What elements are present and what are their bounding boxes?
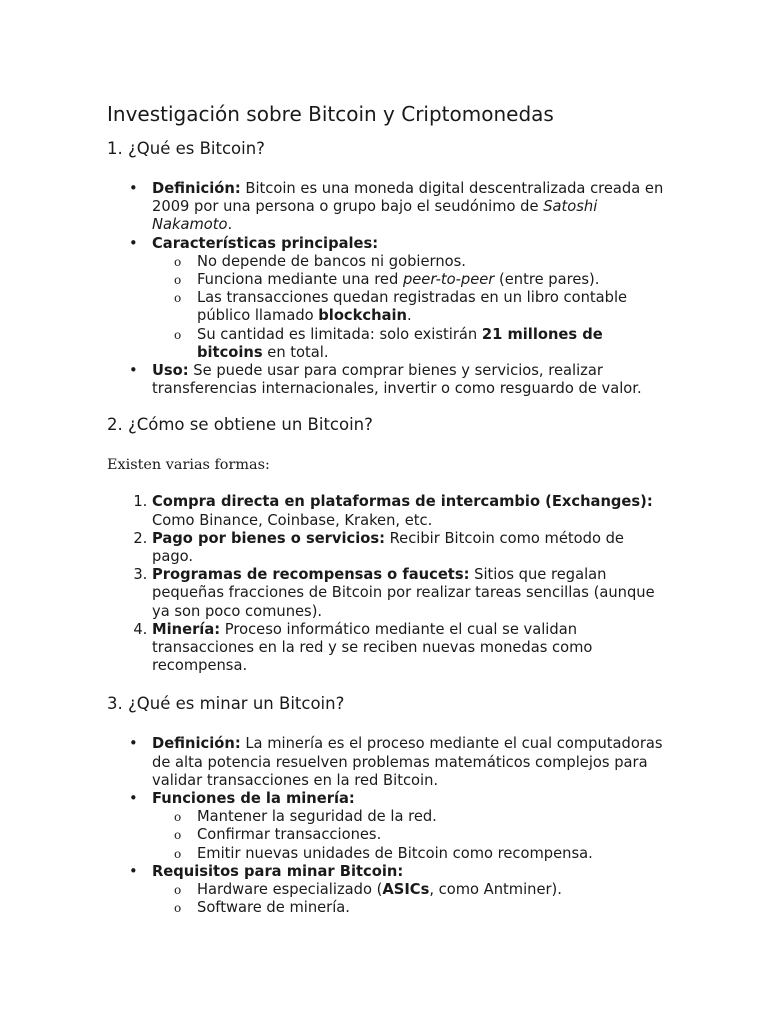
section-2-heading: 2. ¿Cómo se obtiene un Bitcoin? <box>107 415 373 435</box>
sublist-item: o Emitir nuevas unidades de Bitcoin como recompensa. <box>197 845 668 863</box>
section-1-list <box>107 180 668 398</box>
definition-label: Definición: <box>152 180 241 197</box>
characteristics-label: Características principales: <box>152 234 379 252</box>
section-2-intro: Existen varias formas: <box>107 457 270 474</box>
requirements-sublist <box>152 881 668 917</box>
sublist-item: o Hardware especializado (ASICs, como Antminer). <box>197 881 668 899</box>
sublist-item: o No depende de bancos ni gobiernos. <box>197 253 668 271</box>
list-item: • Requisitos para minar Bitcoin: o Hardware especializado (ASICs, como Antminer). o Software de minería. <box>152 863 668 918</box>
sublist-item: o Su cantidad es limitada: solo existirán 21 millones de bitcoins en total. <box>197 326 668 362</box>
sublist-item: o Confirmar transacciones. <box>197 826 668 844</box>
list-item: • Definición: Bitcoin es una moneda digital descentralizada creada en 2009 por una persona o grupo bajo el seudónimo de Satoshi Nakamoto. <box>152 180 668 235</box>
uso-label: Uso: <box>152 362 189 380</box>
sublist-item: o Las transacciones quedan registradas en un libro contable público llamado blockchain. <box>197 289 668 325</box>
list-item: 2. Pago por bienes o servicios: Recibir Bitcoin como método de pago. <box>152 530 668 566</box>
list-item: 3. Programas de recompensas o faucets: Sitios que regalan pequeñas fracciones de Bitcoin por realizar tareas sencillas (aunque ya son poco comunes). <box>152 566 668 621</box>
section-3-list <box>107 735 668 917</box>
sublist-item: o Funciona mediante una red peer-to-peer (entre pares). <box>197 271 668 289</box>
list-item <box>152 235 668 362</box>
list-item: 1. Compra directa en plataformas de intercambio (Exchanges): Como Binance, Coinbase, Kraken, etc. <box>152 493 668 529</box>
section-1-heading: 1. ¿Qué es Bitcoin? <box>107 139 265 158</box>
functions-sublist <box>152 808 668 863</box>
characteristics-sublist <box>152 253 668 362</box>
list-item: • Uso: Se puede usar para comprar bienes y servicios, realizar transferencias internacionales, invertir o como resguardo de valor. <box>152 362 668 398</box>
sublist-item: o Software de minería. <box>197 899 668 917</box>
list-item: 4. Minería: Proceso informático mediante el cual se validan transacciones en la red y se reciben nuevas monedas como recompensa. <box>152 621 668 676</box>
section-3-heading: 3. ¿Qué es minar un Bitcoin? <box>107 694 345 714</box>
list-item: • Funciones de la minería: o Mantener la seguridad de la red. o Confirmar transacciones. o Emitir nuevas unidades de Bitcoin como recompensa. <box>152 790 668 863</box>
sublist-item: o Mantener la seguridad de la red. <box>197 808 668 826</box>
document-title: Investigación sobre Bitcoin y Criptomonedas <box>107 102 554 126</box>
list-item: • Definición: La minería es el proceso mediante el cual computadoras de alta potencia resuelven problemas matemáticos complejos para validar transacciones en la red Bitcoin. <box>152 735 668 790</box>
section-2-list <box>107 493 668 675</box>
